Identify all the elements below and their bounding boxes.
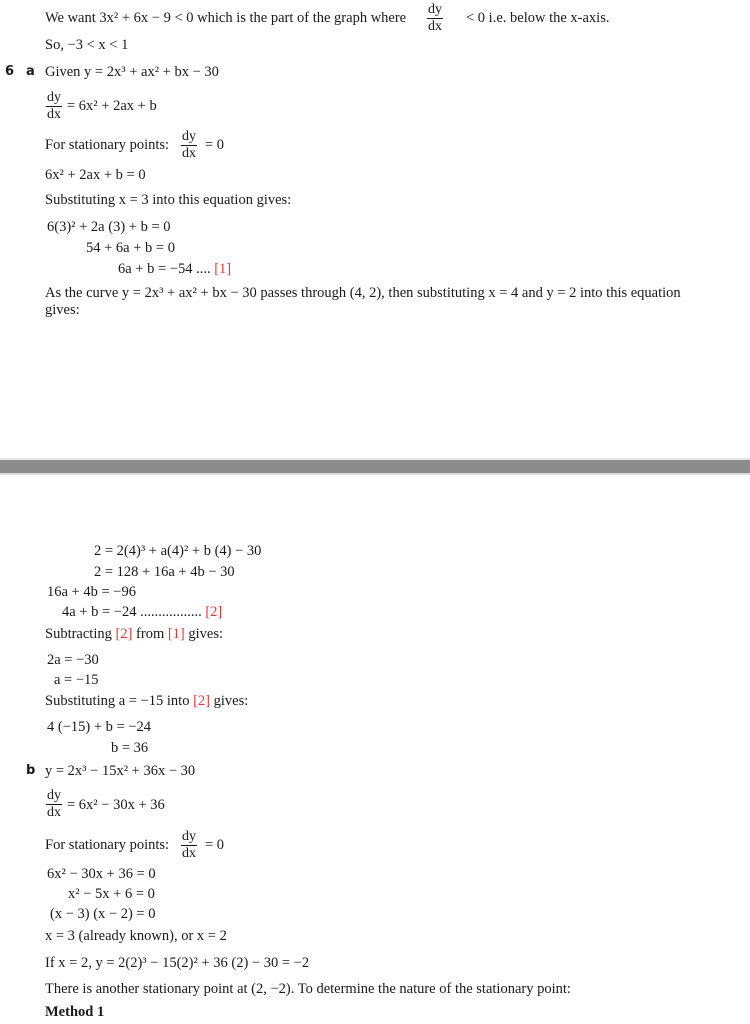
page-break-edge xyxy=(0,473,750,475)
text: from xyxy=(136,626,165,642)
frac-num: dy xyxy=(47,788,61,803)
derivative: = 6x² + 2ax + b xyxy=(67,98,157,114)
dy-dx-fraction xyxy=(181,130,197,161)
equals-zero: = 0 xyxy=(205,837,225,853)
reference-2: [2] xyxy=(205,604,223,620)
equation-line-ref2 xyxy=(62,603,222,621)
reference-2: [2] xyxy=(193,693,210,709)
frac-den: dx xyxy=(47,107,61,122)
frac-den: dx xyxy=(47,805,61,820)
text: gives: xyxy=(188,626,224,642)
frac-num: dy xyxy=(182,129,196,144)
equation-line: 6(3)² + 2a (3) + b = 0 xyxy=(47,219,171,235)
text: gives: xyxy=(213,693,249,709)
equation-line-ref1 xyxy=(118,260,231,278)
subtract-line xyxy=(45,625,223,643)
frac-num: dy xyxy=(47,90,61,105)
reference-2: [2] xyxy=(115,626,133,642)
equation-line: 54 + 6a + b = 0 xyxy=(86,240,175,256)
reference-1: [1] xyxy=(214,261,232,277)
equation-line: 2 = 2(4)³ + a(4)² + b (4) − 30 xyxy=(94,543,262,559)
equation-line: (x − 3) (x − 2) = 0 xyxy=(50,906,156,922)
reference-1: [1] xyxy=(167,626,185,642)
stationary-label: For stationary points: xyxy=(45,137,170,153)
frac-den: dx xyxy=(428,19,442,34)
part-b-label: b xyxy=(26,763,36,778)
text: Substituting a = −15 into xyxy=(45,693,190,709)
equation-line: If x = 2, y = 2(2)³ − 15(2)² + 36 (2) − 30 = −2 xyxy=(45,955,310,971)
dy-dx-fraction xyxy=(46,91,62,122)
frac-num: dy xyxy=(428,2,442,17)
stationary-label: For stationary points: xyxy=(45,837,170,853)
equation-line: b = 36 xyxy=(111,740,149,756)
page-break xyxy=(0,460,750,473)
dy-dx-fraction xyxy=(427,3,443,34)
equation: 4a + b = −24 ................. xyxy=(62,604,202,620)
equation-line: x = 3 (already known), or x = 2 xyxy=(45,928,227,944)
derivative: = 6x² − 30x + 36 xyxy=(67,797,165,813)
equation-line: 16a + 4b = −96 xyxy=(47,584,136,600)
frac-num: dy xyxy=(182,829,196,844)
frac-den: dx xyxy=(182,146,196,161)
intro-line-1-end: < 0 i.e. below the x-axis. xyxy=(466,10,610,26)
substitute-line xyxy=(45,692,248,710)
equation: 6a + b = −54 .... xyxy=(118,261,211,277)
text: Subtracting xyxy=(45,626,112,642)
dy-dx-fraction xyxy=(46,789,62,820)
intro-line-1: We want 3x² + 6x − 9 < 0 which is the part of the graph where xyxy=(45,10,407,26)
equation-line: 6x² + 2ax + b = 0 xyxy=(45,167,146,183)
question-number: 6 xyxy=(5,64,15,79)
given-equation: Given y = 2x³ + ax² + bx − 30 xyxy=(45,64,219,80)
equation-line: 6x² − 30x + 36 = 0 xyxy=(47,866,156,882)
text-line: As the curve y = 2x³ + ax² + bx − 30 passes through (4, 2), then substituting x = 4 and y = 2 into this equation xyxy=(45,285,681,301)
equation-line: x² − 5x + 6 = 0 xyxy=(68,886,155,902)
equals-zero: = 0 xyxy=(205,137,225,153)
equation-line: 4 (−15) + b = −24 xyxy=(47,719,151,735)
method-heading: Method 1 xyxy=(45,1004,105,1020)
intro-line-2: So, −3 < x < 1 xyxy=(45,37,129,53)
frac-den: dx xyxy=(182,846,196,861)
equation-line: 2 = 128 + 16a + 4b − 30 xyxy=(94,564,235,580)
dy-dx-fraction xyxy=(181,830,197,861)
text-line: There is another stationary point at (2, −2). To determine the nature of the stationary point: xyxy=(45,981,571,997)
equation-line: a = −15 xyxy=(54,672,99,688)
text-line: Substituting x = 3 into this equation gives: xyxy=(45,192,292,208)
text-line: gives: xyxy=(45,302,80,318)
part-a-label: a xyxy=(26,64,35,79)
equation-line: y = 2x³ − 15x² + 36x − 30 xyxy=(45,763,196,779)
equation-line: 2a = −30 xyxy=(47,652,99,668)
